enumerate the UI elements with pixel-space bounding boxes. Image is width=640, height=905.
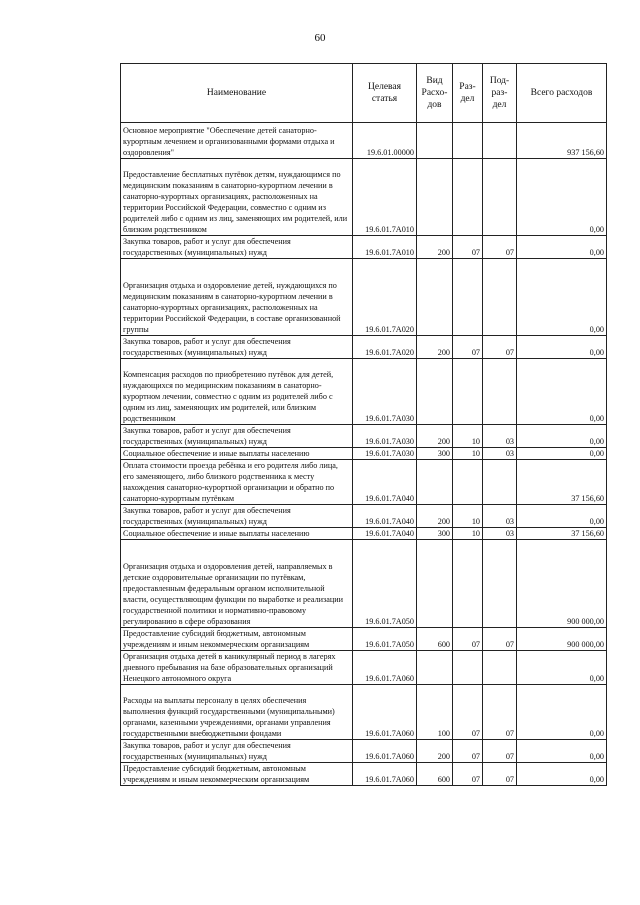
row-code-cell: 19.6.01.7А020 <box>353 259 417 336</box>
table-row <box>121 505 607 528</box>
row-total-cell: 37 156,60 <box>517 528 607 540</box>
row-name-cell: Социальное обеспечение и иные выплаты населению <box>121 448 353 460</box>
row-code-cell: 19.6.01.7А020 <box>353 336 417 359</box>
row-name-cell: Закупка товаров, работ и услуг для обеспечения государственных (муниципальных) нужд <box>121 740 353 763</box>
row-name-cell: Организация отдыха и оздоровления детей, направляемых в детские оздоровительные организации по путёвкам, предоставленным федеральным органом исполнительной власти, осуществляющим функции по выработке и реализации государственной политики и нормативно-правовому регулированию в сфере образования <box>121 540 353 628</box>
table-row <box>121 740 607 763</box>
row-subsection-cell: 07 <box>483 628 517 651</box>
row-section-cell <box>453 460 483 505</box>
row-subsection-cell <box>483 540 517 628</box>
row-section-cell <box>453 651 483 685</box>
row-expense-type-cell <box>417 651 453 685</box>
row-section-cell: 07 <box>453 740 483 763</box>
row-total-cell: 0,00 <box>517 685 607 740</box>
row-code-cell: 19.6.01.7А030 <box>353 448 417 460</box>
row-subsection-cell: 07 <box>483 685 517 740</box>
row-section-cell: 10 <box>453 528 483 540</box>
row-expense-type-cell: 200 <box>417 236 453 259</box>
row-name-cell: Предоставление субсидий бюджетным, автономным учреждениям и иным некоммерческим организациям <box>121 763 353 786</box>
row-code-cell: 19.6.01.7А040 <box>353 460 417 505</box>
row-expense-type-cell: 600 <box>417 628 453 651</box>
row-expense-type-cell: 300 <box>417 448 453 460</box>
table-row <box>121 425 607 448</box>
row-total-cell: 0,00 <box>517 336 607 359</box>
row-name-cell: Предоставление субсидий бюджетным, автономным учреждениям и иным некоммерческим организациям <box>121 628 353 651</box>
row-expense-type-cell <box>417 359 453 425</box>
row-name-cell: Организация отдыха и оздоровление детей, нуждающихся по медицинским показаниям в санаторно-курортном лечении в санаторно-курортных организациях, расположенных на территории Российской Федерации, в составе организованной группы <box>121 259 353 336</box>
row-expense-type-cell <box>417 123 453 159</box>
row-expense-type-cell: 200 <box>417 336 453 359</box>
row-code-cell: 19.6.01.7А060 <box>353 763 417 786</box>
row-code-cell: 19.6.01.7А010 <box>353 236 417 259</box>
table-row <box>121 359 607 425</box>
row-section-cell <box>453 540 483 628</box>
row-code-cell: 19.6.01.7А050 <box>353 540 417 628</box>
row-name-cell: Социальное обеспечение и иные выплаты населению <box>121 528 353 540</box>
row-name-cell: Закупка товаров, работ и услуг для обеспечения государственных (муниципальных) нужд <box>121 425 353 448</box>
row-subsection-cell: 07 <box>483 236 517 259</box>
table-row <box>121 540 607 628</box>
row-subsection-cell <box>483 159 517 236</box>
row-section-cell <box>453 123 483 159</box>
row-expense-type-cell <box>417 540 453 628</box>
row-expense-type-cell: 200 <box>417 505 453 528</box>
row-name-cell: Основное мероприятие "Обеспечение детей санаторно-курортным лечением и организованными формами отдыха и оздоровления" <box>121 123 353 159</box>
row-section-cell: 10 <box>453 448 483 460</box>
row-expense-type-cell <box>417 460 453 505</box>
table-row <box>121 236 607 259</box>
row-section-cell: 07 <box>453 763 483 786</box>
row-name-cell: Закупка товаров, работ и услуг для обеспечения государственных (муниципальных) нужд <box>121 505 353 528</box>
row-total-cell: 900 000,00 <box>517 540 607 628</box>
header-name: Наименование <box>121 64 353 123</box>
header-total: Всего расходов <box>517 64 607 123</box>
row-total-cell: 0,00 <box>517 763 607 786</box>
row-total-cell: 0,00 <box>517 425 607 448</box>
row-total-cell: 0,00 <box>517 740 607 763</box>
row-section-cell <box>453 259 483 336</box>
table-row <box>121 628 607 651</box>
header-expense-type: Вид Расхо-дов <box>417 64 453 123</box>
table-row <box>121 448 607 460</box>
table-row <box>121 159 607 236</box>
table-header-row <box>121 64 607 123</box>
table-row <box>121 336 607 359</box>
table-row <box>121 259 607 336</box>
budget-table <box>120 63 607 786</box>
row-total-cell: 900 000,00 <box>517 628 607 651</box>
row-code-cell: 19.6.01.7А030 <box>353 425 417 448</box>
page-number: 60 <box>314 32 326 44</box>
row-section-cell <box>453 359 483 425</box>
table-row <box>121 685 607 740</box>
row-name-cell: Закупка товаров, работ и услуг для обеспечения государственных (муниципальных) нужд <box>121 336 353 359</box>
row-total-cell: 37 156,60 <box>517 460 607 505</box>
row-expense-type-cell: 300 <box>417 528 453 540</box>
row-subsection-cell <box>483 651 517 685</box>
row-code-cell: 19.6.01.7А060 <box>353 740 417 763</box>
row-subsection-cell <box>483 259 517 336</box>
row-section-cell: 07 <box>453 236 483 259</box>
row-name-cell: Расходы на выплаты персоналу в целях обеспечения выполнения функций государственными (муниципальными) органами, казенными учреждениями, органами управления государственными внебюджетными фондами <box>121 685 353 740</box>
row-total-cell: 0,00 <box>517 448 607 460</box>
row-total-cell: 0,00 <box>517 359 607 425</box>
row-subsection-cell: 03 <box>483 425 517 448</box>
row-code-cell: 19.6.01.7А030 <box>353 359 417 425</box>
table-row <box>121 123 607 159</box>
row-name-cell: Оплата стоимости проезда ребёнка и его родителя либо лица, его заменяющего, либо близкого родственника к месту нахождения санаторно-курортной организации и обратно по санаторно-курортным путёвкам <box>121 460 353 505</box>
row-expense-type-cell <box>417 259 453 336</box>
row-total-cell: 937 156,60 <box>517 123 607 159</box>
row-total-cell: 0,00 <box>517 259 607 336</box>
row-name-cell: Компенсация расходов по приобретению путёвок для детей, нуждающихся по медицинским показаниям в санаторно-курортном лечении, совместно с одним из родителей либо с одним из лиц, заменяющих им родителей, или близким родственником <box>121 359 353 425</box>
row-expense-type-cell: 100 <box>417 685 453 740</box>
row-section-cell: 07 <box>453 336 483 359</box>
row-total-cell: 0,00 <box>517 651 607 685</box>
row-code-cell: 19.6.01.7А060 <box>353 685 417 740</box>
row-code-cell: 19.6.01.7А060 <box>353 651 417 685</box>
row-subsection-cell: 03 <box>483 505 517 528</box>
row-expense-type-cell <box>417 159 453 236</box>
row-total-cell: 0,00 <box>517 159 607 236</box>
row-name-cell: Организация отдыха детей в каникулярный период в лагерях дневного пребывания на базе образовательных организаций Ненецкого автономного округа <box>121 651 353 685</box>
row-code-cell: 19.6.01.7А040 <box>353 528 417 540</box>
row-section-cell: 10 <box>453 505 483 528</box>
row-code-cell: 19.6.01.7А040 <box>353 505 417 528</box>
row-subsection-cell: 07 <box>483 763 517 786</box>
row-subsection-cell: 07 <box>483 740 517 763</box>
row-section-cell: 07 <box>453 685 483 740</box>
header-subsection: Под-раз-дел <box>483 64 517 123</box>
row-expense-type-cell: 200 <box>417 425 453 448</box>
row-section-cell <box>453 159 483 236</box>
row-section-cell: 10 <box>453 425 483 448</box>
row-expense-type-cell: 600 <box>417 763 453 786</box>
header-section: Раз-дел <box>453 64 483 123</box>
row-total-cell: 0,00 <box>517 505 607 528</box>
row-subsection-cell <box>483 359 517 425</box>
row-subsection-cell <box>483 460 517 505</box>
table-row <box>121 460 607 505</box>
table-row <box>121 651 607 685</box>
table-row <box>121 528 607 540</box>
row-name-cell: Предоставление бесплатных путёвок детям, нуждающимся по медицинским показаниям в санаторно-курортном лечении в санаторно-курортных организациях, расположенных на территории Российской Федерации, совместно с одним из родителей либо с одним из лиц, заменяющих им родителей, или близким родственником <box>121 159 353 236</box>
row-code-cell: 19.6.01.7А010 <box>353 159 417 236</box>
row-subsection-cell: 03 <box>483 528 517 540</box>
row-name-cell: Закупка товаров, работ и услуг для обеспечения государственных (муниципальных) нужд <box>121 236 353 259</box>
row-expense-type-cell: 200 <box>417 740 453 763</box>
header-code: Целевая статья <box>353 64 417 123</box>
row-subsection-cell: 03 <box>483 448 517 460</box>
row-subsection-cell: 07 <box>483 336 517 359</box>
row-total-cell: 0,00 <box>517 236 607 259</box>
table-row <box>121 763 607 786</box>
row-subsection-cell <box>483 123 517 159</box>
row-section-cell: 07 <box>453 628 483 651</box>
row-code-cell: 19.6.01.00000 <box>353 123 417 159</box>
row-code-cell: 19.6.01.7А050 <box>353 628 417 651</box>
